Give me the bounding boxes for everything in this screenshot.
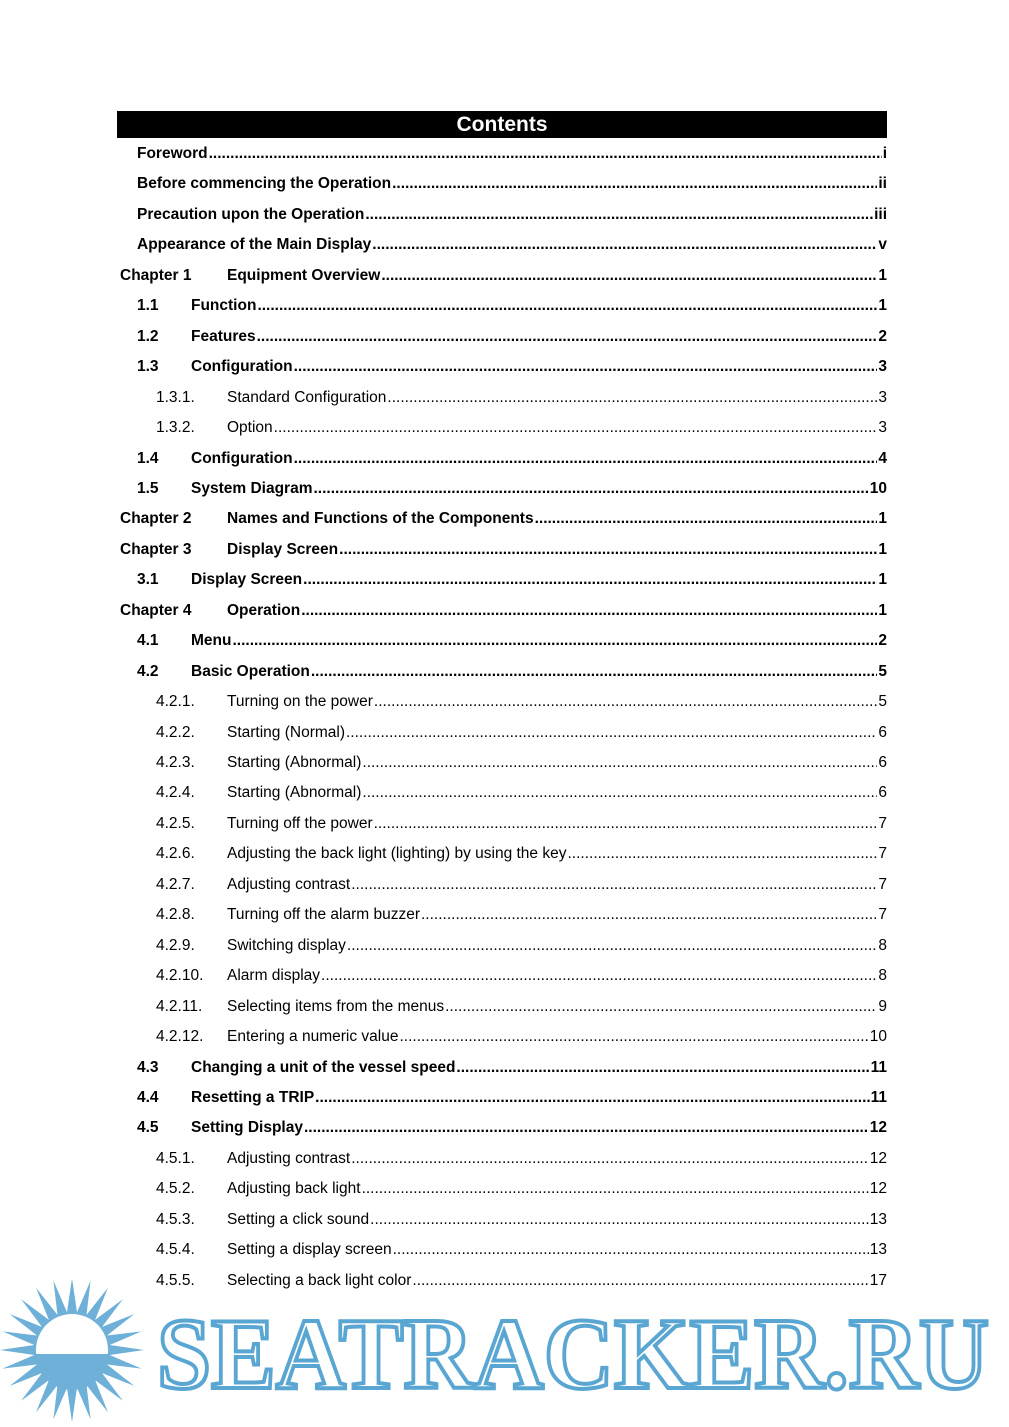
toc-leader-dots — [362, 752, 877, 774]
toc-leader-dots — [365, 204, 873, 226]
toc-entry-page: 7 — [878, 814, 887, 832]
toc-entry-label: Display Screen — [191, 571, 303, 589]
toc-entry[interactable] — [120, 508, 887, 530]
toc-leader-dots — [393, 1239, 869, 1261]
toc-entry-label: Entering a numeric value — [227, 1028, 399, 1046]
toc-entry-page: 1 — [878, 601, 887, 619]
toc-entry-label: Turning on the power — [227, 693, 373, 711]
toc-entry-number: 4.2.3. — [156, 754, 195, 771]
sun-icon — [0, 1280, 144, 1422]
toc-entry-number: 4.5 — [137, 1119, 159, 1137]
toc-entry[interactable] — [137, 1057, 887, 1079]
toc-entry-number: 3.1 — [137, 571, 159, 589]
toc-entry-page: 2 — [878, 327, 887, 345]
toc-entry-number: 4.3 — [137, 1058, 159, 1076]
toc-entry-label: Selecting items from the menus — [227, 997, 445, 1015]
toc-entry-page: 3 — [878, 419, 887, 437]
toc-entry-page: ii — [878, 175, 887, 193]
toc-entry-number: 4.5.2. — [156, 1180, 195, 1198]
toc-entry-label: Appearance of the Main Display — [137, 236, 372, 254]
toc-entry-page: 12 — [869, 1149, 887, 1167]
toc-entry-label: Turning off the alarm buzzer — [227, 906, 420, 924]
toc-entry-label: Operation — [227, 601, 301, 619]
toc-entry-page: 3 — [878, 388, 887, 406]
toc-entry-page: 17 — [869, 1271, 887, 1289]
toc-leader-dots — [362, 1178, 869, 1200]
toc-entry-number: 4.2.1. — [156, 693, 195, 711]
toc-entry-number: 1.1 — [137, 297, 159, 315]
toc-entry-page: 1 — [878, 266, 887, 284]
toc-entry[interactable] — [156, 387, 887, 409]
toc-entry-number: 1.3 — [137, 358, 159, 376]
toc-leader-dots — [339, 539, 877, 561]
toc-leader-dots — [421, 904, 877, 926]
toc-entry-label: Option — [227, 419, 273, 437]
toc-entry[interactable] — [137, 143, 887, 165]
toc-entry-label: Adjusting contrast — [227, 875, 351, 893]
toc-entry-number: 4.5.1. — [156, 1149, 195, 1167]
toc-entry-page: 10 — [869, 1028, 887, 1046]
toc-entry[interactable] — [156, 752, 887, 774]
toc-entry-label: Display Screen — [227, 540, 339, 558]
toc-entry-number: 4.2.6. — [156, 845, 195, 863]
toc-entry-label: Resetting a TRIP — [191, 1088, 315, 1106]
toc-entry-page: 1 — [878, 571, 887, 589]
toc-entry-number: Chapter 3 — [120, 540, 192, 558]
toc-entry-label: Setting Display — [191, 1119, 303, 1137]
toc-leader-dots — [257, 326, 878, 348]
toc-entry-number: 4.5.4. — [156, 1241, 195, 1259]
toc-leader-dots — [372, 234, 877, 256]
toc-entry[interactable] — [120, 600, 887, 622]
toc-entry[interactable] — [137, 478, 887, 500]
toc-entry[interactable] — [137, 295, 887, 317]
toc-entry[interactable] — [137, 204, 887, 226]
toc-entry[interactable] — [156, 1239, 887, 1261]
toc-entry[interactable] — [137, 630, 887, 652]
toc-leader-dots — [351, 1148, 869, 1170]
toc-leader-dots — [347, 935, 877, 957]
page-title: Contents — [117, 111, 887, 138]
toc-leader-dots — [535, 508, 878, 530]
toc-entry-page: 13 — [869, 1241, 887, 1259]
toc-entry-page: 8 — [878, 967, 887, 985]
toc-entry-page: 6 — [878, 754, 887, 771]
toc-leader-dots — [315, 1087, 869, 1109]
toc-entry-page: 6 — [878, 723, 887, 741]
watermark — [0, 1280, 1009, 1427]
toc-entry-label: Features — [191, 327, 256, 345]
toc-entry[interactable] — [156, 1148, 887, 1170]
toc-entry-number: 1.2 — [137, 327, 159, 345]
toc-entry-number: 4.2.4. — [156, 784, 195, 802]
toc-entry-page: 7 — [878, 875, 887, 893]
toc-leader-dots — [209, 143, 882, 165]
toc-entry-number: Chapter 4 — [120, 601, 192, 619]
toc-entry-page: 5 — [878, 662, 887, 680]
toc-entry-number: Chapter 1 — [120, 266, 192, 284]
toc-entry-number: 4.4 — [137, 1088, 159, 1106]
toc-entry[interactable] — [156, 935, 887, 957]
toc-entry-label: Standard Configuration — [227, 388, 387, 406]
toc-entry[interactable] — [156, 782, 887, 804]
toc-entry-label: Foreword — [137, 145, 208, 162]
toc-entry-label: Adjusting back light — [227, 1180, 361, 1198]
toc-entry-label: Precaution upon the Operation — [137, 205, 365, 223]
toc-entry[interactable] — [137, 356, 887, 378]
toc-entry-page: 8 — [878, 936, 887, 954]
toc-entry-page: 12 — [869, 1180, 887, 1198]
toc-entry-label: Selecting a back light color — [227, 1271, 412, 1289]
toc-entry-label: Setting a display screen — [227, 1241, 392, 1259]
toc-entry[interactable] — [156, 843, 887, 865]
toc-entry-number: 4.2.10. — [156, 967, 204, 985]
toc-entry[interactable] — [137, 661, 887, 683]
toc-entry-page: 6 — [878, 784, 887, 802]
toc-entry-number: 1.3.2. — [156, 419, 195, 437]
toc-entry[interactable] — [156, 1178, 887, 1200]
toc-entry-number: 4.1 — [137, 632, 159, 650]
toc-entry-page: 10 — [869, 479, 887, 497]
toc-entry-number: 4.2.11. — [156, 997, 203, 1015]
toc-entry-label: Starting (Abnormal) — [227, 754, 362, 771]
toc-entry-page: 1 — [878, 510, 887, 528]
toc-entry-label: Adjusting the back light (lighting) by using the key — [227, 845, 567, 863]
toc-entry-number: 4.5.3. — [156, 1210, 195, 1228]
toc-leader-dots — [381, 265, 877, 287]
toc-entry-page: 3 — [878, 358, 887, 376]
toc-entry[interactable] — [156, 1026, 887, 1048]
toc-entry[interactable] — [156, 1209, 887, 1231]
toc-entry-label: Configuration — [191, 449, 293, 467]
toc-entry-label: Starting (Normal) — [227, 723, 345, 741]
toc-entry-number: 4.2.9. — [156, 936, 195, 954]
toc-entry-page: 4 — [878, 449, 887, 467]
toc-entry[interactable] — [137, 569, 887, 591]
toc-entry-label: Names and Functions of the Components — [227, 510, 534, 528]
toc-entry[interactable] — [137, 326, 887, 348]
toc-leader-dots — [456, 1057, 869, 1079]
toc-leader-dots — [294, 448, 878, 470]
toc-entry-number: 4.5.5. — [156, 1271, 195, 1289]
toc-entry-page: 13 — [869, 1210, 887, 1228]
toc-entry-number: 1.4 — [137, 449, 159, 467]
toc-leader-dots — [399, 1026, 868, 1048]
toc-leader-dots — [304, 1117, 869, 1139]
toc-entry-number: 4.2 — [137, 662, 159, 680]
toc-leader-dots — [374, 813, 878, 835]
toc-entry[interactable] — [156, 874, 887, 896]
toc-entry-page: iii — [874, 205, 887, 223]
toc-entry-page: 7 — [878, 845, 887, 863]
toc-entry-label: Basic Operation — [191, 662, 310, 680]
toc-entry[interactable] — [156, 996, 887, 1018]
toc-entry[interactable] — [120, 265, 887, 287]
toc-entry[interactable] — [137, 234, 887, 256]
toc-leader-dots — [311, 661, 878, 683]
toc-entry-label: Setting a click sound — [227, 1210, 370, 1228]
toc-entry-page: 12 — [869, 1119, 887, 1137]
toc-entry-page: 11 — [870, 1058, 887, 1076]
toc-entry-label: Configuration — [191, 358, 293, 376]
toc-entry-number: 4.2.12. — [156, 1028, 204, 1046]
toc-leader-dots — [274, 417, 878, 439]
toc-leader-dots — [257, 295, 877, 317]
toc-leader-dots — [301, 600, 877, 622]
toc-entry-number: 4.2.7. — [156, 875, 195, 893]
toc-leader-dots — [392, 173, 877, 195]
toc-entry-page: 9 — [878, 997, 887, 1015]
toc-leader-dots — [370, 1209, 869, 1231]
toc-entry[interactable] — [137, 173, 887, 195]
toc-entry-number: Chapter 2 — [120, 510, 192, 528]
toc-entry[interactable] — [156, 965, 887, 987]
toc-leader-dots — [321, 965, 877, 987]
toc-entry[interactable] — [120, 539, 887, 561]
toc-entry-label: Menu — [191, 632, 232, 650]
toc-leader-dots — [313, 478, 868, 500]
toc-entry-page: 7 — [878, 906, 887, 924]
toc-entry-number: 4.2.8. — [156, 906, 195, 924]
toc-leader-dots — [362, 782, 877, 804]
toc-leader-dots — [351, 874, 877, 896]
toc-entry-number: 4.2.2. — [156, 723, 195, 741]
toc-entry-label: Turning off the power — [227, 814, 373, 832]
toc-entry-label: Switching display — [227, 936, 346, 954]
toc-entry-number: 1.5 — [137, 479, 159, 497]
toc-entry-number: 4.2.5. — [156, 814, 195, 832]
toc-leader-dots — [232, 630, 877, 652]
toc-entry-label: Starting (Abnormal) — [227, 784, 362, 802]
toc-leader-dots — [346, 722, 877, 744]
toc-entry[interactable] — [137, 448, 887, 470]
toc-entry-label: Adjusting contrast — [227, 1149, 351, 1167]
toc-leader-dots — [374, 691, 877, 713]
toc-entry-number: 1.3.1. — [156, 388, 195, 406]
toc-entry-label: Changing a unit of the vessel speed — [191, 1058, 456, 1076]
toc-entry-label: Before commencing the Operation — [137, 175, 392, 193]
toc-leader-dots — [294, 356, 878, 378]
toc-entry-page: v — [878, 236, 887, 254]
toc-entry-page: i — [882, 145, 887, 162]
toc-leader-dots — [387, 387, 877, 409]
toc-entry[interactable] — [156, 904, 887, 926]
toc-leader-dots — [567, 843, 877, 865]
watermark-text: SEATRACKER.RU — [157, 1298, 989, 1411]
toc-entry-label: Alarm display — [227, 967, 321, 985]
toc-entry-page: 1 — [878, 540, 887, 558]
toc-entry-page: 1 — [878, 297, 887, 315]
toc-entry[interactable] — [156, 813, 887, 835]
toc-entry-page: 11 — [870, 1088, 887, 1106]
toc-entry[interactable] — [137, 1117, 887, 1139]
toc-entry[interactable] — [156, 417, 887, 439]
toc-entry-label: Function — [191, 297, 257, 315]
toc-entry-label: Equipment Overview — [227, 266, 381, 284]
toc-leader-dots — [303, 569, 877, 591]
toc-leader-dots — [445, 996, 877, 1018]
toc-entry-page: 5 — [878, 693, 887, 711]
toc-entry[interactable] — [156, 722, 887, 744]
toc-entry-label: System Diagram — [191, 479, 313, 497]
toc-entry[interactable] — [137, 1087, 887, 1109]
toc-entry-page: 2 — [878, 632, 887, 650]
toc-entry[interactable] — [156, 691, 887, 713]
